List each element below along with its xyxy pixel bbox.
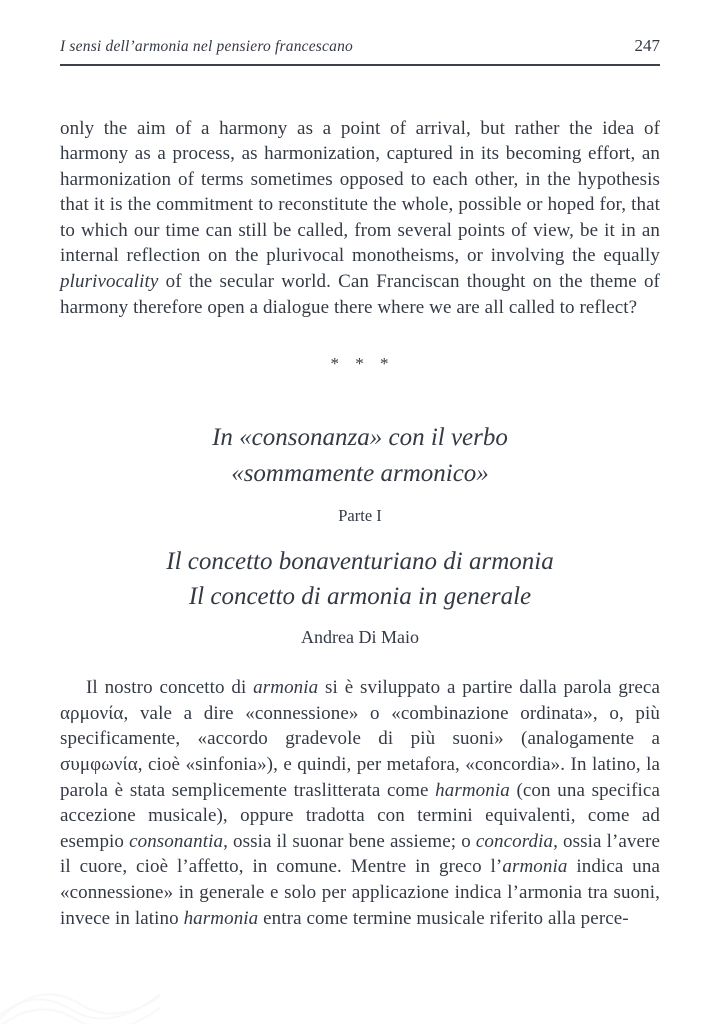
part-label: Parte I: [338, 506, 382, 526]
paragraph-italian: Il nostro concetto di armonia si è sviluppato a partire dalla parola greca αρμονία, vale a dire «connessione» o «combinazione ordinata», o, più specificamente, «accordo gradevole di più suoni» (analogamente a συμφωνία, cioè «sinfonia»), e quindi, per metafora, «concordia». In latino, la parola è stata semplicemente traslitterata come harmonia (con una specifica accezione musicale), oppure tradotta con termini equivalenti, come ad esempio consonantia, ossia il suonar bene assieme; o concordia, ossia l’avere il cuore, cioè l’affetto, in comune. Mentre in greco l’armonia indica una «connessione» in generale e solo per applicazione indica l’armonia tra suoni, invece in latino harmonia entra come termine musicale riferito alla perce-: [60, 677, 661, 929]
header-rule: [60, 64, 660, 66]
page-number: 247: [634, 36, 660, 55]
chapter-title: [60, 544, 660, 614]
running-title: I sensi dell’armonia nel pensiero francescano: [60, 38, 353, 55]
chapter-title-line-1: Il concetto bonaventuriano di armonia: [166, 548, 554, 576]
chapter-title-line-2: Il concetto di armonia in generale: [188, 583, 532, 611]
section-title: [60, 420, 660, 492]
section-separator-stars: * * *: [330, 354, 390, 374]
section-title-line-1: In «consonanza» con il verbo: [212, 424, 508, 452]
scan-watermark: [0, 974, 160, 1024]
page-header: [60, 36, 660, 56]
paragraph-english: only the aim of a harmony as a point of arrival, but rather the idea of harmony as a process, as harmonization, captured in its becoming effort, an harmonization of terms sometimes opposed to each other, in the hypothesis that it is the commitment to reconstitute the whole, possible or hoped for, that to which our time can still be called, from several points of view, be it in an internal reflection on the plurivocal monotheisms, or involving the equally plurivocality of the secular world. Can Franciscan thought on the theme of harmony therefore open a dialogue there where we are all called to reflect?: [60, 117, 660, 318]
section-title-line-2: «sommamente armonico»: [231, 460, 489, 488]
author-name: Andrea Di Maio: [301, 627, 419, 648]
